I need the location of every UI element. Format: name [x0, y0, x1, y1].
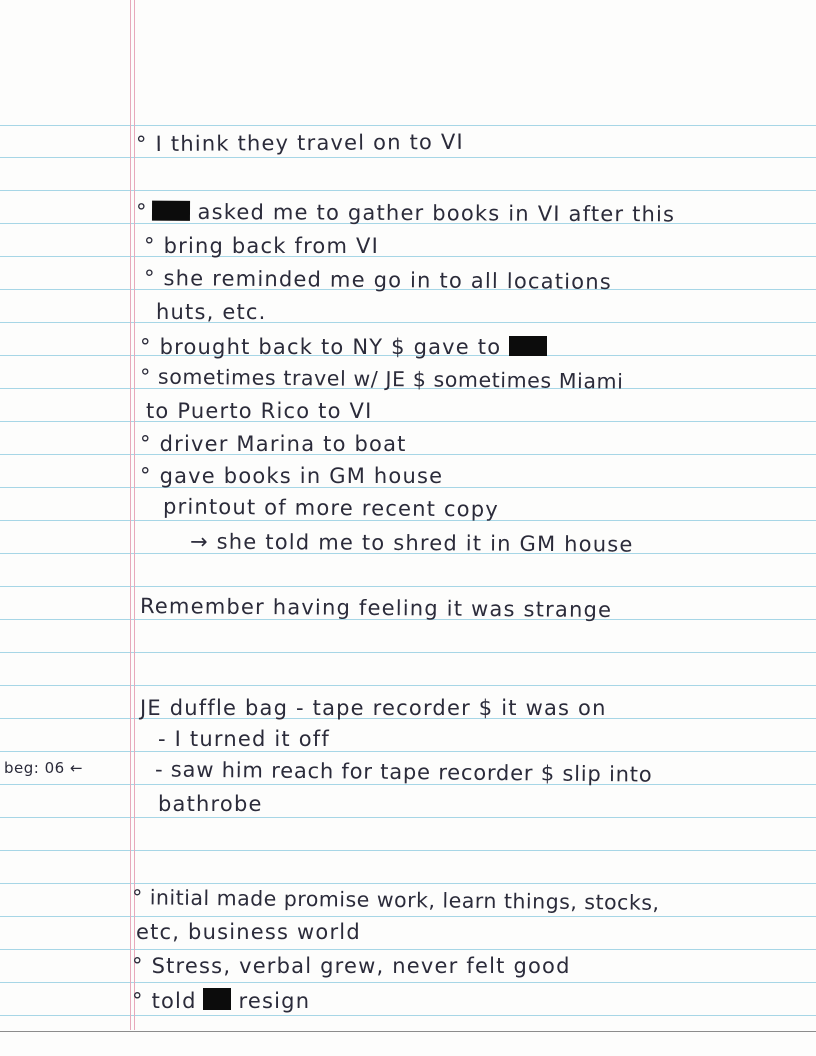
- note-text: ° brought back to NY $ gave to: [140, 335, 502, 359]
- note-line: ° sometimes travel w/ JE $ sometimes Miami: [139, 364, 624, 394]
- note-line: printout of more recent copy: [162, 494, 500, 522]
- note-line: ° bring back from VI: [144, 234, 379, 258]
- note-line: - saw him reach for tape recorder $ slip into: [154, 757, 653, 787]
- ruled-line: [0, 949, 816, 950]
- ruled-line: [0, 982, 816, 983]
- ruled-line: [0, 850, 816, 851]
- redaction-box: [152, 201, 190, 221]
- note-text: resign: [230, 989, 311, 1013]
- note-line: ° initial made promise work, learn things, stocks,: [131, 885, 660, 915]
- note-line: ° she reminded me go in to all locations: [143, 265, 613, 295]
- page-bottom-edge: [0, 1031, 816, 1032]
- margin-line: [134, 0, 135, 1030]
- margin-line: [130, 0, 131, 1030]
- ruled-line: [0, 784, 816, 785]
- note-line-redacted: [140, 336, 547, 358]
- redaction-box: [203, 988, 231, 1010]
- note-line: huts, etc.: [156, 300, 267, 324]
- ruled-line: [0, 1015, 816, 1016]
- note-line: to Puerto Rico to VI: [146, 399, 373, 423]
- note-line: JE duffle bag - tape recorder $ it was on: [140, 696, 607, 720]
- ruled-line: [0, 685, 816, 686]
- ruled-line: [0, 652, 816, 653]
- ruled-line: [0, 256, 816, 257]
- note-line: ° Stress, verbal grew, never felt good: [132, 954, 571, 978]
- note-line: etc, business world: [136, 920, 361, 944]
- ruled-line: [0, 322, 816, 323]
- ruled-line: [0, 421, 816, 422]
- note-line: → she told me to shred it in GM house: [189, 529, 634, 557]
- note-line: Remember having feeling it was strange: [139, 593, 613, 623]
- ruled-line: [0, 817, 816, 818]
- note-line: bathrobe: [158, 792, 263, 816]
- note-line-redacted: [136, 201, 675, 226]
- bullet-icon: °: [135, 199, 148, 224]
- ruled-line: [0, 916, 816, 917]
- note-text: asked me to gather books in VI after this: [189, 199, 676, 227]
- ruled-line: [0, 883, 816, 884]
- ruled-line: [0, 586, 816, 587]
- margin-note: beg: 06 ←: [4, 759, 84, 777]
- note-line-redacted: [132, 988, 310, 1012]
- note-text: ° told: [132, 989, 197, 1013]
- ruled-line: [0, 157, 816, 158]
- ruled-line: [0, 454, 816, 455]
- note-line: ° driver Marina to boat: [140, 432, 407, 456]
- note-line: ° gave books in GM house: [140, 464, 444, 488]
- redaction-box: [509, 336, 547, 356]
- ruled-line: [0, 190, 816, 191]
- note-line: - I turned it off: [158, 727, 330, 751]
- note-line: ° I think they travel on to VI: [135, 129, 464, 157]
- ruled-line: [0, 751, 816, 752]
- ruled-line: [0, 125, 816, 126]
